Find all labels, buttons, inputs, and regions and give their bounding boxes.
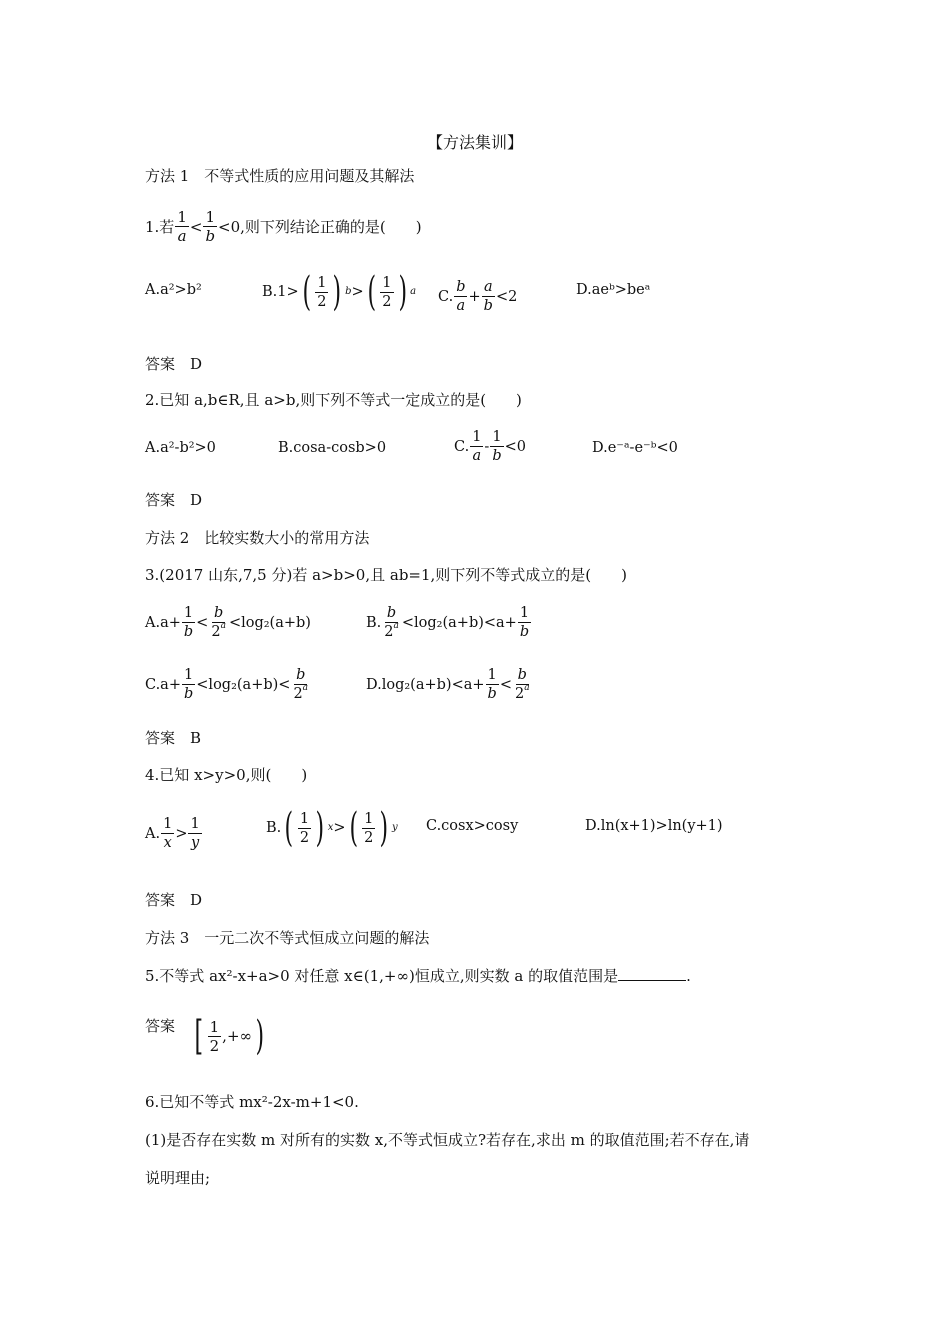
- question-1: 1.若 1 a < 1 b <0,则下列结论正确的是( ): [145, 208, 422, 245]
- interval: [ 1 2 ,+∞ ): [194, 1013, 265, 1059]
- q3-option-d-prefix: D.log₂(a+b)<a+: [366, 676, 485, 693]
- q4-option-b-prefix: B.: [266, 820, 282, 836]
- q1-option-c-prefix: C.: [438, 288, 454, 305]
- method-3-heading: 方法 3 一元二次不等式恒成立问题的解法: [145, 929, 430, 947]
- q1-prefix: 1.若: [145, 217, 175, 236]
- q1-condition: <0,则下列结论正确的是( ): [218, 217, 422, 236]
- q6-part-1-cont: 说明理由;: [145, 1169, 211, 1187]
- answer-5-label: 答案: [145, 1017, 176, 1035]
- q3-option-c-prefix: C.a+: [145, 676, 181, 693]
- answer-blank: [618, 966, 686, 981]
- question-2: 2.已知 a,b∈R,且 a>b,则下列不等式一定成立的是( ): [145, 391, 522, 409]
- q2-option-c-minus: -: [484, 438, 490, 455]
- answer-5: [145, 1013, 268, 1059]
- q5-text: 5.不等式 ax²-x+a>0 对任意 x∈(1,+∞)恒成立,则实数 a 的取值范围是: [145, 967, 619, 985]
- q3-option-a-lt: <: [196, 614, 209, 631]
- q4-option-c: C.cosx>cosy: [426, 818, 519, 834]
- fraction-1-over-a: 1 a: [177, 208, 187, 245]
- q3-option-c: C.a+ $\frac{1}{b}$ <log₂(a+b)< b 2$^a$: [145, 667, 309, 702]
- question-3: 3.(2017 山东,7,5 分)若 a>b>0,且 ab=1,则下列不等式成立的是( ): [145, 566, 628, 584]
- q1-option-c-suffix: <2: [495, 288, 518, 305]
- interval-infinity: ,+∞: [222, 1027, 253, 1045]
- question-5: [145, 966, 691, 986]
- q3-option-a-suffix: <log₂(a+b): [228, 614, 311, 631]
- q3-option-d-lt: <: [499, 676, 512, 693]
- q1-option-b-prefix: B.1>: [262, 284, 299, 300]
- question-4: 4.已知 x>y>0,则( ): [145, 766, 308, 784]
- answer-2: 答案 D: [145, 491, 203, 509]
- q1-option-d: D.aeᵇ>beᵃ: [576, 282, 651, 298]
- q4-option-b-gt: >: [333, 820, 346, 836]
- q3-option-a-prefix: A.a+: [145, 614, 181, 631]
- q1-option-b: B.1> ( 1 2 ) b > ( 1 2 ) a: [262, 269, 417, 315]
- q2-option-b: B.cosa-cosb>0: [278, 440, 387, 456]
- answer-3: 答案 B: [145, 729, 202, 747]
- fraction-1-over-b: 1 b: [205, 208, 216, 245]
- q3-option-b: B. b 2$^a$ <log₂(a+b)<a+ $\frac{1}{b}$: [366, 605, 530, 640]
- q3-option-a: A.a+ $\frac{1}{b}$ < b 2$^a$ <log₂(a+b): [145, 605, 311, 640]
- answer-4: 答案 D: [145, 891, 203, 909]
- q4-option-d: D.ln(x+1)>ln(y+1): [585, 818, 723, 834]
- q1-option-c: C. b a + $\frac{a}{b}$ <2: [438, 279, 518, 314]
- method-1-heading: 方法 1 不等式性质的应用问题及其解法: [145, 167, 415, 185]
- q3-option-b-mid: <log₂(a+b)<a+: [401, 614, 517, 631]
- q5-end: .: [686, 967, 691, 985]
- q4-option-a-gt: >: [175, 825, 188, 842]
- q2-option-a: A.a²-b²>0: [145, 440, 216, 456]
- answer-1: 答案 D: [145, 355, 203, 373]
- q6-part-1: (1)是否存在实数 m 对所有的实数 x,不等式恒成立?若存在,求出 m 的取值范围;若不存在,请: [145, 1131, 750, 1149]
- q3-option-c-mid: <log₂(a+b)<: [196, 676, 291, 693]
- q1-option-c-plus: +: [468, 288, 481, 305]
- q2-option-c: C. 1 a - 1 b <0: [454, 429, 526, 464]
- method-2-heading: 方法 2 比较实数大小的常用方法: [145, 529, 370, 547]
- q4-option-b: B. ( 1 2 ) x > ( 1 2 ) y: [266, 805, 398, 851]
- q3-option-b-prefix: B.: [366, 614, 382, 631]
- q1-option-a: A.a²>b²: [145, 282, 202, 298]
- q4-option-a: A. 1 x > 1 y: [145, 816, 200, 851]
- q4-option-a-prefix: A.: [145, 825, 161, 842]
- q1-option-b-gt: >: [351, 284, 364, 300]
- q2-option-c-prefix: C.: [454, 438, 470, 455]
- q2-option-d: D.e⁻ᵃ-e⁻ᵇ<0: [592, 440, 678, 456]
- q3-option-d: D.log₂(a+b)<a+ $\frac{1}{b}$ < b 2$^a$: [366, 667, 530, 702]
- question-6: 6.已知不等式 mx²-2x-m+1<0.: [145, 1093, 359, 1111]
- section-title: 【方法集训】: [426, 133, 523, 152]
- q2-option-c-suffix: <0: [504, 438, 526, 455]
